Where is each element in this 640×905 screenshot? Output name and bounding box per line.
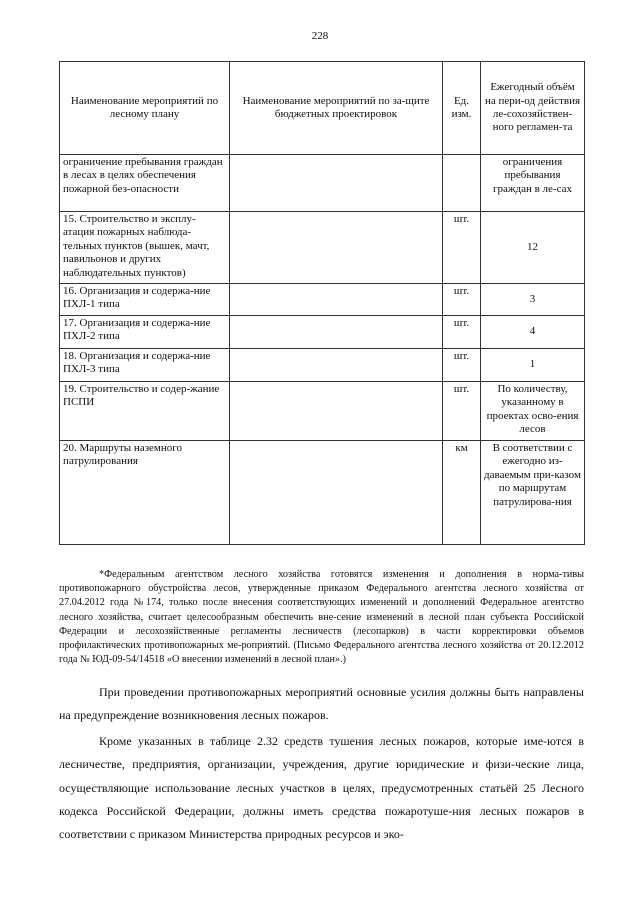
page-number: 228 [311, 30, 329, 42]
budget-measure [230, 316, 443, 349]
volume-cell: По количеству, указанному в проектах осво-ения лесов [481, 382, 585, 441]
volume-cell: В соответствии с ежегодно из-даваемым при-казом по маршрутам патрулирова-ния [481, 441, 585, 545]
measure-name: 15. Строительство и эксплу-атация пожарных наблюда-тельных пунктов (вышек, мачт, павильонов и других наблюдательных пунктов) [60, 212, 230, 284]
header-budget-measures: Наименование мероприятий по за-щите бюджетных проектировок [230, 62, 443, 155]
volume-cell: 3 [481, 284, 585, 316]
table-row [60, 284, 585, 316]
table-row [60, 155, 585, 212]
table-row [60, 212, 585, 284]
table-row [60, 316, 585, 349]
volume-cell: 12 [481, 212, 585, 284]
volume-cell: ограничения пребывания граждан в ле-сах [481, 155, 585, 212]
footnote: *Федеральным агентством лесного хозяйства готовятся изменения и дополнения в норма-тивы противопожарного обустройства лесов, утвержденные приказом Федерального агентства лесного хозяйства от 27.04.2012 года №174, только после внесения соответствующих изменений и дополнений Федеральное агентство лесного хозяйства, считает целесообразным обеспечить вне-сение изменений в лесной план субъекта Российской Федерации и лесохозяйственные регламенты лесничеств (лесопарков) в части корректировки объемов профилактических противопожарных ме-роприятий. (Письмо Федерального агентства лесного хозяйства от 20.12.2012 года № ЮД-09-54/14518 «О внесении изменений в лесной план».) [59, 569, 584, 666]
volume-cell: 4 [481, 316, 585, 349]
budget-measure [230, 284, 443, 316]
table-row [60, 441, 585, 545]
table-row [60, 349, 585, 382]
measure-name: 20. Маршруты наземного патрулирования [60, 441, 230, 545]
unit-cell: шт. [443, 284, 481, 316]
table-header-row [60, 62, 585, 155]
budget-measure [230, 155, 443, 212]
measure-name: 19. Строительство и содер-жание ПСПИ [60, 382, 230, 441]
budget-measure [230, 212, 443, 284]
unit-cell: шт. [443, 316, 481, 349]
budget-measure [230, 441, 443, 545]
body-paragraph: При проведении противопожарных мероприятий основные усилия должны быть направлены на предупреждение возникновения лесных пожаров. [59, 685, 584, 723]
header-forest-plan-measures: Наименование мероприятий по лесному плану [60, 62, 230, 155]
unit-cell: км [443, 441, 481, 545]
unit-cell: шт. [443, 382, 481, 441]
volume-cell: 1 [481, 349, 585, 382]
budget-measure [230, 382, 443, 441]
measure-name: 18. Организация и содержа-ние ПХЛ-3 типа [60, 349, 230, 382]
measures-table [59, 61, 585, 545]
unit-cell: шт. [443, 212, 481, 284]
unit-cell: шт. [443, 349, 481, 382]
measure-name: 16. Организация и содержа-ние ПХЛ-1 типа [60, 284, 230, 316]
header-unit: Ед. изм. [443, 62, 481, 155]
body-paragraph: Кроме указанных в таблице 2.32 средств тушения лесных пожаров, которые име-ются в лесничестве, предприятия, организации, учреждения, другие юридические и физи-ческие лица, осуществляющие использование лесных участков в целях, предусмотренных статьёй 25 Лесного кодекса Российской Федерации, должны иметь средства пожаротуше-ния лесных пожаров в соответствии с приказом Министерства природных ресурсов и эко- [59, 734, 584, 842]
budget-measure [230, 349, 443, 382]
measure-name: ограничение пребывания граждан в лесах в целях обеспечения пожарной без-опасности [60, 155, 230, 212]
unit-cell [443, 155, 481, 212]
table-row [60, 382, 585, 441]
measure-name: 17. Организация и содержа-ние ПХЛ-2 типа [60, 316, 230, 349]
header-annual-volume: Ежегодный объём на пери-од действия ле-сохозяйствен-ного регламен-та [481, 62, 585, 155]
